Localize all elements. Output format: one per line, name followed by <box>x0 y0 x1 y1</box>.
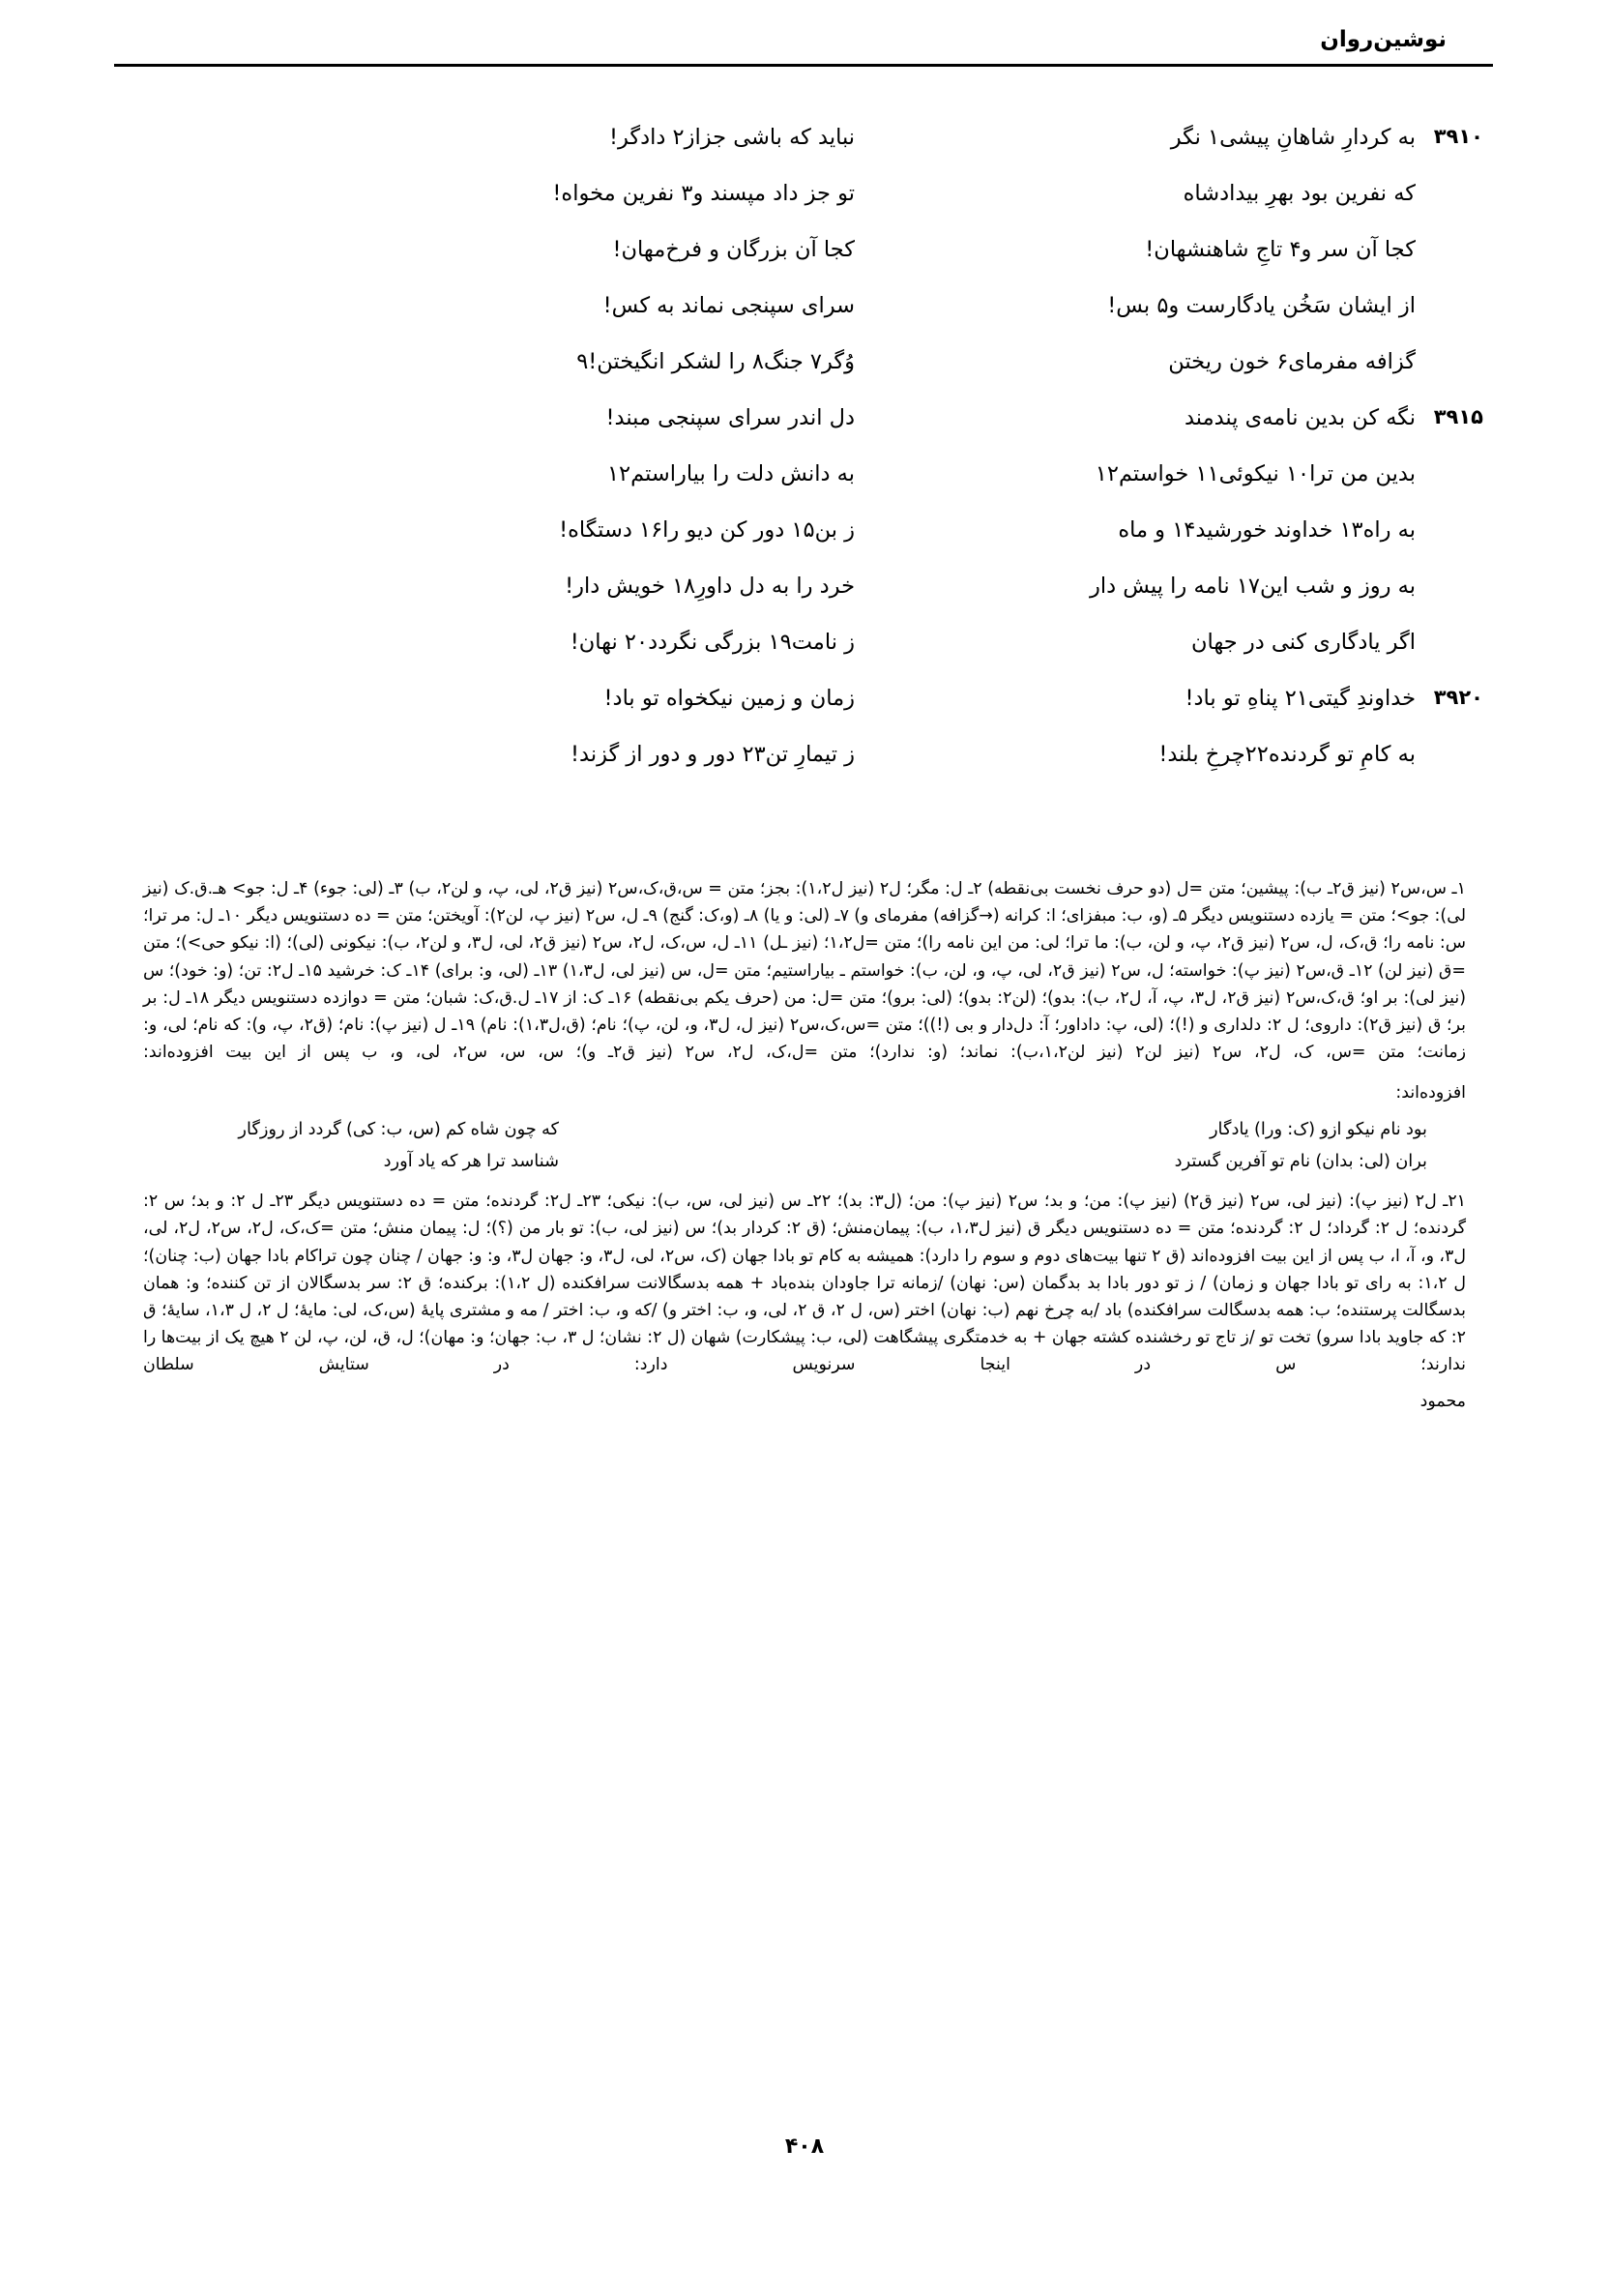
verse-row <box>193 180 1416 236</box>
running-head <box>0 29 1609 75</box>
verse-row <box>193 348 1416 404</box>
verse-row <box>193 292 1416 348</box>
hemistich-left: به دانش دلت را بیاراستم۱۲ <box>606 461 855 486</box>
hemistich-right: از ایشان سَخُن یادگارست و۵ بس! <box>1107 293 1416 318</box>
critical-apparatus <box>143 875 1466 1416</box>
hemistich-right: بدین من ترا۱۰ نیکوئی۱۱ خواستم۱۲ <box>1095 461 1416 486</box>
inserted-couplet-row <box>143 1113 1466 1146</box>
inserted-hemistich-left: بود نام نیکو ازو (ک: ورا) یادگار <box>1209 1118 1427 1139</box>
hemistich-left: سرای سپنجی نماند به کس! <box>602 293 855 318</box>
verse-row <box>193 629 1416 685</box>
inserted-couplets <box>143 1113 1466 1179</box>
verse-number: ۳۹۲۰ <box>1433 686 1483 709</box>
verse-row <box>193 741 1416 797</box>
hemistich-left: خرد را به دل داورِ۱۸ خویش دار! <box>565 574 855 599</box>
inserted-couplet-row <box>143 1145 1466 1178</box>
inserted-hemistich-right: شناسد ترا هر که یاد آورد <box>383 1151 559 1172</box>
verse-row <box>193 685 1483 741</box>
hemistich-left: ز نامت۱۹ بزرگی نگردد۲۰ نهان! <box>570 630 855 655</box>
hemistich-right: که نفرین بود بهرِ بیدادشاه <box>1183 181 1416 206</box>
apparatus-paragraph: ۲۱ـ ل۲ (نیز پ): (نیز لی، س۲ (نیز ق۲) (نیز پ): من؛ و بد؛ س۲ (نیز پ): من؛ (ل۳: بد)؛ ۲۲ـ س (نیز لی، س، ب): نیکی؛ ۲۳ـ ل۲: گردنده؛ متن = ده دستنویس دیگر ۲۳ـ ل ۲: و بد؛ س ۲: گردنده؛ ل ۲: گرداد؛ ل ۲: گردنده؛ متن = ده دستنویس دیگر ق (نیز ل۱،۳، ب): پیمان‌منش؛ (ق ۲: کردار بد)؛ س (نیز لی، ب): تو بار من (؟)؛ ل: پیمان منش؛ متن =ک،ک، ل۲، س۲، ل۲، لی، ل۳، و، آ، ا، ب پس از این بیت افزوده‌اند (ق ۲ تنها بیت‌های دوم و سوم را دارد): همیشه به کام تو بادا جهان (ک، س۲، لی، ل۳، و: جهان ل۳، و: و: جهان / چنان چون تراکام بادا جهان (ب: چنان)؛ ل ۱،۲: به رای تو بادا جهان و زمان) / ز تو دور بادا بد بدگمان (س: نهان) /زمانه ترا جاودان بنده‌باد + همه بدسگالانت سرافکنده (ل ۱،۲): برکنده؛ ق ۲: سر بدسگالان از تن کننده؛ و: همان بدسگالت پرستنده؛ ب: همه بدسگالت سرافکنده) باد /به چرخ نهم (ب: نهان) اختر (س، ل ۲، ق ۲، لی، و، ب: اختر و) /که و، ب: اختر / مه و مشتری پایهٔ (س،ک، لی: مایهٔ؛ ل ۲، ل ۱،۳، سایهٔ؛ ق ۲: که جاوید بادا سرو) تخت تو /ز تاج تو رخشنده کشته جهان + به خدمتگری پیشگاهت (لی، ب: پیشکارت) شهان (ل ۲: نشان؛ ل ۳، ب: جهان؛ و: مهان)؛ ل، ق، لن، پ، لن ۲ هیچ یک از بیت‌ها را ندارند؛ س در اینجا سرنویس دارد: در ستایش سلطان <box>143 1192 1467 1375</box>
hemistich-left: ز بن۱۵ دور کن دیو را۱۶ دستگاه! <box>559 517 855 543</box>
hemistich-right: کجا آن سر و۴ تاجِ شاهنشهان! <box>1145 237 1416 262</box>
verse-row <box>193 516 1416 573</box>
verse-number: ۳۹۱۰ <box>1433 125 1483 148</box>
hemistich-left: زمان و زمین نیکخواه تو باد! <box>603 686 855 711</box>
running-head-title: نوشین‌روان <box>1320 27 1447 52</box>
hemistich-left: وُگر۷ جنگ۸ را لشکر انگیختن!۹ <box>576 349 855 374</box>
verse-number: ۳۹۱۵ <box>1433 405 1483 428</box>
inserted-hemistich-right: که چون شاه کم (س، ب: کی) گردد از روزگار <box>238 1118 559 1139</box>
hemistich-right: به کامِ تو گردنده۲۲چرخِ بلند! <box>1158 742 1416 767</box>
apparatus-added-label: افزوده‌اند: <box>1395 1083 1466 1104</box>
verse-block <box>193 124 1483 797</box>
hemistich-left: دل اندر سرای سپنجی مبند! <box>605 405 855 430</box>
verse-row <box>193 404 1483 460</box>
hemistich-right: به راه۱۳ خداوند خورشید۱۴ و ماه <box>1118 517 1416 543</box>
hemistich-left: نباید که باشی جزاز۲ دادگر! <box>608 125 855 150</box>
hemistich-right: خداوندِ گیتی۲۱ پناهِ تو باد! <box>1185 686 1416 711</box>
verse-row <box>193 573 1416 629</box>
page-number: ۴۰۸ <box>784 2134 825 2159</box>
verse-row <box>193 124 1483 180</box>
apparatus-coda: محمود <box>1419 1392 1466 1412</box>
inserted-hemistich-left: بران (لی: بدان) نام تو آفرین گسترد <box>1174 1151 1427 1172</box>
hemistich-right: اگر یادگاری کنی در جهان <box>1191 630 1416 655</box>
hemistich-left: تو جز داد مپسند و۳ نفرین مخواه! <box>552 181 855 206</box>
apparatus-paragraph: ۱ـ س،س۲ (نیز ق۲ـ ب): پیشین؛ متن =ل (دو حرف نخست بی‌نقطه) ۲ـ ل: مگر؛ ل۲ (نیز ل۱،۲): بجز؛ متن = س،ق،ک،س۲ (نیز ق۲، لی، پ، و لن۲، ب) ۳ـ (لی: جوء) ۴ـ ل: جو> هـ.ق.ک (نیز لی): جو>؛ متن = یازده دستنویس دیگر ۵ـ (و، ب: مبفزای؛ ا: کرانه (→گزافه) مفرمای و) ۷ـ (لی: و یا) ۸ـ (و،ک: گنج) ۹ـ ل، س۲ (نیز پ، لن۲): آویختن؛ متن = ده دستنویس دیگر ۱۰ـ ل: مر ترا؛ س: نامه را؛ ق،ک، ل، س۲ (نیز ق۲، پ، و لن، ب): ما ترا؛ لی: من این نامه را)؛ متن =ل۱،۲؛ (نیز ـل) ۱۱ـ ل، س،ک، ل۲، س۲ (نیز ق۲، لی، ل۳، و لن۲، ب): نیکونی (لی)؛ (ا: نیکو حی>)؛ متن =ق (نیز لن) ۱۲ـ ق،س۲ (نیز پ): خواسته؛ ل، س۲ (نیز ق۲، لی، پ، و، لن، ب): خواستم ـ بیاراستیم؛ متن =ل، س (نیز لی، ل۱،۳) ۱۳ـ (لی، و: برای) ۱۴ـ ک: خرشید ۱۵ـ ل۲: تن؛ (و: خود)؛ س (نیز لی): بر او؛ ق،ک،س۲ (نیز ق۲، ل۳، پ، آ، ل۲، ب): بدو)؛ (لن۲: بدو)؛ (لی: برو)؛ متن =ل: من (حرف یکم بی‌نقطه) ۱۶ـ ک: از ۱۷ـ ل.ق،ک: شبان؛ متن = دوازده دستنویس دیگر ۱۸ـ ل: بر بر؛ ق (نیز ق۲): داروی؛ ل ۲: دلداری و (!)؛ (لی، پ: داداور؛ آ: دل‌دار و بی (!))؛ متن =س،ک،س۲ (نیز ل، ل۳، و، لن، پ)؛ نام؛ (ق،ل۱،۳): نام) ۱۹ـ ل (نیز پ): نام؛ (ق۲، پ، و): که نام؛ لی، و: زمانت؛ متن =س، ک، ل۲، س۲ (نیز لن۲ (نیز لن۱،۲،ب): نماند؛ (و: ندارد)؛ متن =ل،ک، ل۲، س۲ (نیز ق۲ـ و)؛ س، س، س۲، لی، و، ب پس از این بیت افزوده‌اند: <box>143 879 1467 1063</box>
hemistich-left: کجا آن بزرگان و فرخ‌مهان! <box>612 237 855 262</box>
hemistich-right: نگه کن بدین نامه‌ی پندمند <box>1184 405 1416 430</box>
header-rule <box>114 64 1493 67</box>
hemistich-right: به روز و شب این۱۷ نامه را پیش دار <box>1090 574 1416 599</box>
verse-row <box>193 460 1416 516</box>
hemistich-right: گزافه مفرمای۶ خون ریختن <box>1168 349 1416 374</box>
verse-row <box>193 236 1416 292</box>
hemistich-right: به کردارِ شاهانِ پیشی۱ نگر <box>1170 125 1416 150</box>
hemistich-left: ز تیمارِ تن۲۳ دور و دور از گزند! <box>570 742 855 767</box>
